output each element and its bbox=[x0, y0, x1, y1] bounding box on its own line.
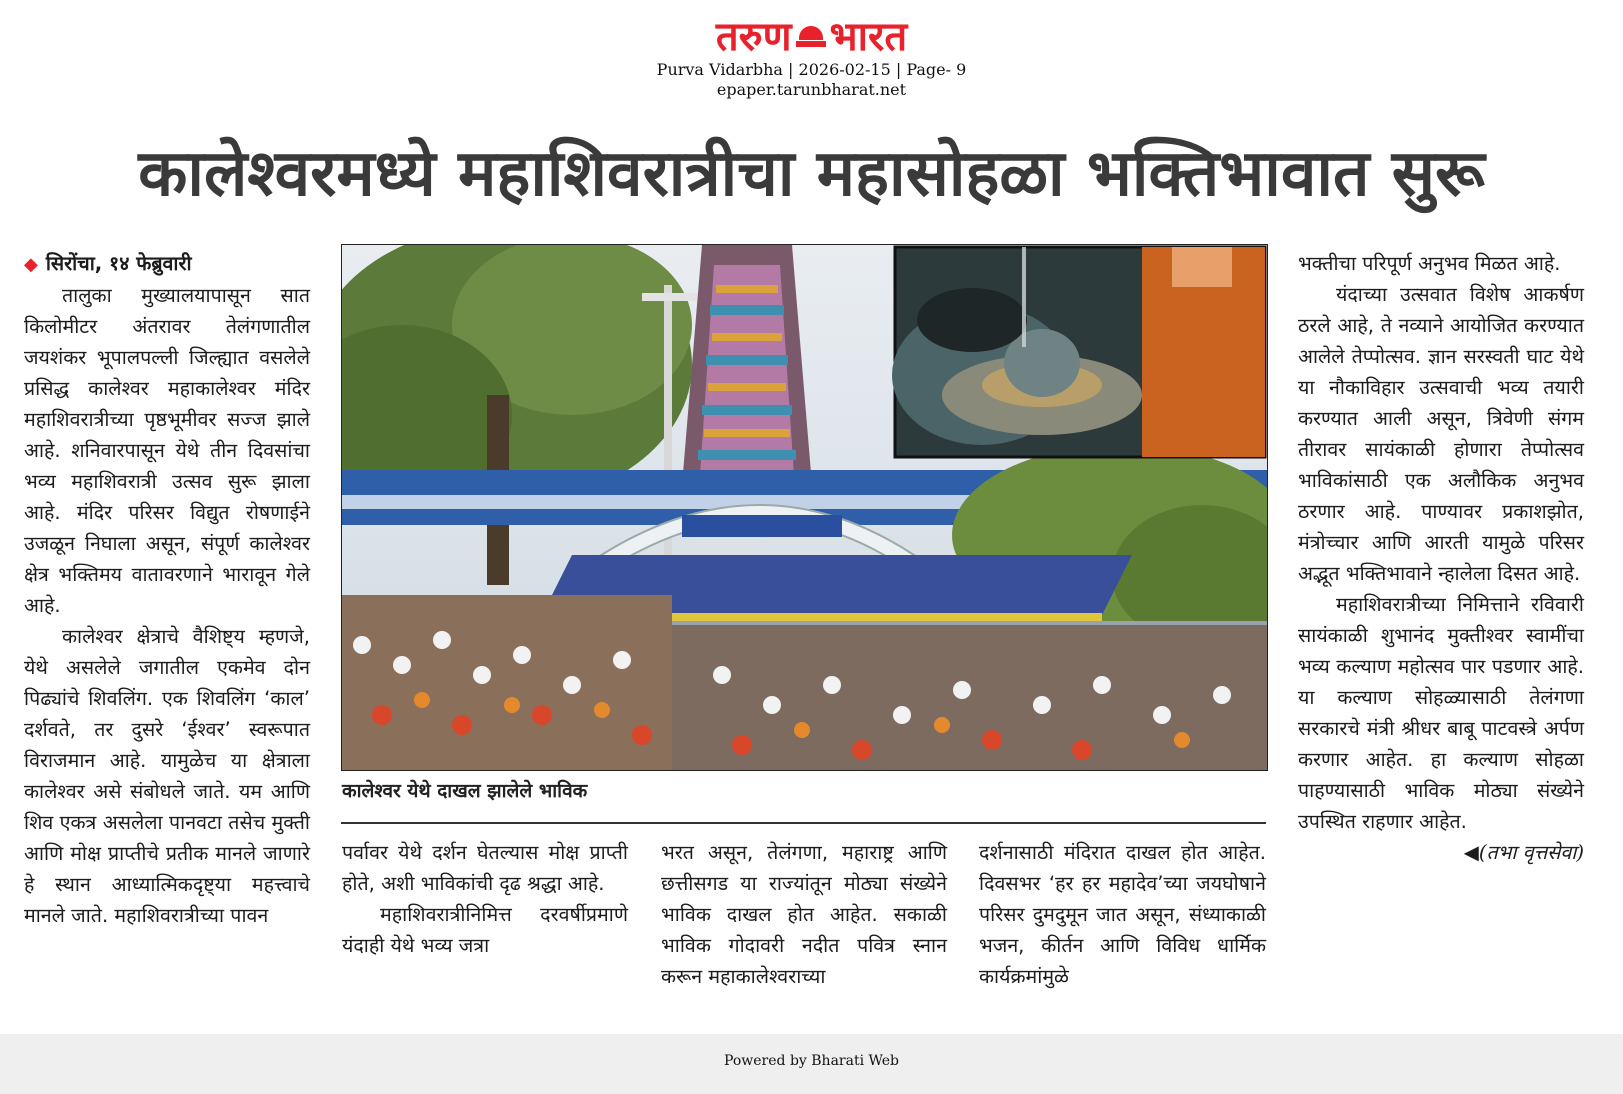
powered-by-link[interactable]: Powered by Bharati Web bbox=[724, 1053, 899, 1069]
article-column-4 bbox=[979, 837, 1266, 992]
temple-emblem-icon bbox=[796, 22, 826, 52]
edition-line: Purva Vidarbha | 2026-02-15 | Page- 9 bbox=[656, 60, 967, 79]
news-agency-credit: ◀(तभा वृत्तसेवा) bbox=[1463, 841, 1584, 864]
article-column-3 bbox=[661, 837, 947, 992]
logo-text-right: भारत bbox=[829, 14, 908, 60]
divider bbox=[341, 822, 1266, 824]
paragraph: भरत असून, तेलंगणा, महाराष्ट्र आणि छत्तीसगड या राज्यांतून मोठ्या संख्येने भाविक दाखल होत आहेत. सकाळी भाविक गोदावरी नदीत पवित्र स्नान करून महाकालेश्वराच्या bbox=[661, 841, 947, 988]
article-photo bbox=[341, 244, 1268, 771]
article-column-2 bbox=[342, 837, 628, 961]
paragraph: यंदाच्या उत्सवात विशेष आकर्षण ठरले आहे, ते नव्याने आयोजित करण्यात आलेले तेप्पोत्सव. ज्ञान सरस्वती घाट येथे या नौकाविहार उत्सवाची भव्य तयारी करण्यात आली असून, त्रिवेणी संगम तीरावर सायंकाळी होणारा तेप्पोत्सव भाविकांसाठी एक अलौकिक अनुभव ठरणार आहे. पाण्यावर प्रकाशझोत, मंत्रोच्चार आणि आरती यामुळे परिसर अद्भूत भक्तिभावाने न्हालेला दिसत आहे. bbox=[1298, 283, 1584, 585]
article-column-1 bbox=[24, 248, 310, 931]
paragraph: तालुका मुख्यालयापासून सात किलोमीटर अंतरावर तेलंगणातील जयशंकर भूपालपल्ली जिल्ह्यात वसलेले प्रसिद्ध कालेश्वर महाकालेश्वर मंदिर महाशिवरात्रीच्या पृष्ठभूमीवर सज्ज झाले आहे. शनिवारपासून येथे तीन दिवसांचा भव्य महाशिवरात्री उत्सव सुरू झाला आहे. मंदिर परिसर विद्युत रोषणाईने उजळून निघाला असून, संपूर्ण कालेश्वर क्षेत्र भक्तिमय वातावरणाने भारावून गेले आहे. bbox=[24, 284, 310, 617]
paragraph: महाशिवरात्रीच्या निमित्ताने रविवारी सायंकाळी शुभानंद मुक्तीश्वर स्वामींचा भव्य कल्याण महोत्सव पार पडणार आहे. या कल्याण सोहळ्यासाठी तेलंगणा सरकारचे मंत्री श्रीधर बाबू पाटवस्त्रे अर्पण करणार आहेत. हा कल्याण सोहळा पाहण्यासाठी भाविक मोठ्या संख्येने उपस्थित राहणार आहेत. bbox=[1298, 593, 1584, 833]
dateline: ◆ सिरोंचा, १४ फेब्रुवारी bbox=[24, 252, 192, 275]
masthead bbox=[0, 14, 1623, 100]
paragraph: कालेश्वर क्षेत्राचे वैशिष्ट्य म्हणजे, येथे असलेले जगातील एकमेव दोन पिढ्यांचे शिवलिंग. एक शिवलिंग ‘काल’ दर्शवते, तर दुसरे ‘ईश्वर’ स्वरूपात विराजमान आहे. यामुळेच या क्षेत्राला कालेश्वर असे संबोधले जाते. यम आणि शिव एकत्र असलेला पानवटा तसेच मुक्ती आणि मोक्ष प्राप्तीचे प्रतीक मानले जाणारे हे स्थान आध्यात्मिकदृष्ट्या महत्त्वाचे मानले जाते. महाशिवरात्रीच्या पावन bbox=[24, 625, 310, 927]
logo-text-left: तरुण bbox=[715, 14, 792, 60]
site-url[interactable]: epaper.tarunbharat.net bbox=[716, 80, 907, 99]
paragraph: भक्तीचा परिपूर्ण अनुभव मिळत आहे. bbox=[1298, 252, 1561, 275]
paragraph: दर्शनासाठी मंदिरात दाखल होत आहेत. दिवसभर ‘हर हर महादेव’च्या जयघोषाने परिसर दुमदुमून जात असून, संध्याकाळी भजन, कीर्तन आणि विविध धार्मिक कार्यक्रमांमुळे bbox=[979, 841, 1266, 988]
paragraph: महाशिवरात्रीनिमित्त दरवर्षीप्रमाणे यंदाही येथे भव्य जत्रा bbox=[342, 903, 628, 957]
article-headline: कालेश्वरमध्ये महाशिवरात्रीचा महासोहळा भक्तिभावात सुरू bbox=[138, 137, 1485, 211]
triangle-marker-icon: ◀ bbox=[1463, 841, 1479, 864]
article-column-5 bbox=[1298, 248, 1584, 868]
paragraph: पर्वावर येथे दर्शन घेतल्यास मोक्ष प्राप्ती होते, अशी भाविकांची दृढ श्रद्धा आहे. bbox=[342, 841, 628, 895]
temple-crowd-photo bbox=[342, 245, 1267, 770]
photo-caption: कालेश्वर येथे दाखल झालेले भाविक bbox=[342, 780, 588, 802]
newspaper-logo bbox=[716, 14, 907, 60]
footer bbox=[0, 1034, 1623, 1094]
diamond-bullet-icon: ◆ bbox=[24, 254, 38, 275]
